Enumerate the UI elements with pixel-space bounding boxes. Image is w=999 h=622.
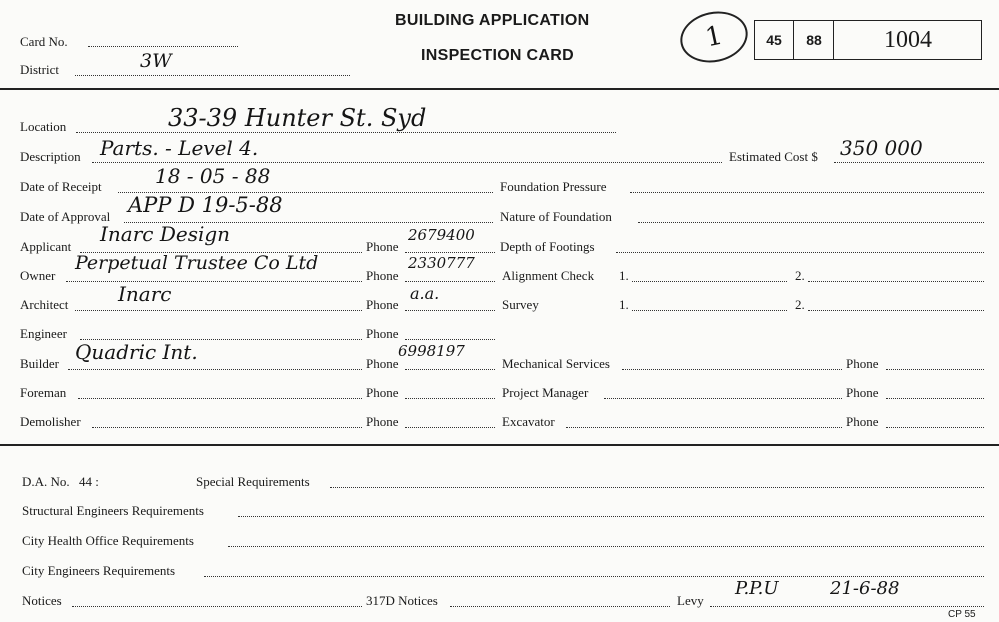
excavator-line: [566, 427, 842, 428]
excavator-phone-label: Phone: [846, 414, 879, 429]
builder-phone-value: 6998197: [398, 342, 465, 360]
owner-value: Perpetual Trustee Co Ltd: [75, 252, 319, 274]
foreman-phone-line: [405, 398, 495, 399]
city-engineers-label: City Engineers Requirements: [22, 563, 176, 578]
alignment-two-label: 2.: [795, 268, 805, 283]
survey-two-label: 2.: [795, 297, 805, 312]
demolisher-label: Demolisher: [20, 414, 81, 429]
excavator-phone-line: [886, 427, 984, 428]
health-label: City Health Office Requirements: [22, 533, 194, 548]
builder-line: [68, 369, 362, 370]
architect-phone-line: [405, 310, 495, 311]
description-label: Description: [20, 149, 81, 164]
applicant-phone-label: Phone: [366, 239, 399, 254]
project-manager-phone-label: Phone: [846, 385, 879, 400]
form-code: CP 55: [948, 609, 976, 620]
alignment-one-line: [632, 281, 787, 282]
date-receipt-value: 18 - 05 - 88: [155, 164, 271, 188]
ref-cell-2: 88: [795, 21, 834, 59]
engineer-phone-line: [405, 339, 495, 340]
survey-two-line: [808, 310, 984, 311]
mechanical-phone-line: [886, 369, 984, 370]
levy-line: [710, 606, 984, 607]
levy-value-1: P.P.U: [735, 578, 779, 599]
notices-317d-line: [450, 606, 670, 607]
date-receipt-label: Date of Receipt: [20, 179, 102, 194]
nature-foundation-line: [638, 222, 984, 223]
notices-317d-label: 317D Notices: [366, 593, 438, 608]
owner-phone-value: 2330777: [408, 254, 475, 272]
architect-value: Inarc: [118, 282, 172, 306]
owner-phone-line: [405, 281, 495, 282]
project-manager-label: Project Manager: [502, 385, 589, 400]
applicant-phone-line: [405, 252, 495, 253]
city-engineers-line: [204, 576, 984, 577]
builder-phone-line: [405, 369, 495, 370]
survey-one-line: [632, 310, 787, 311]
notices-line: [72, 606, 362, 607]
da-no-value: 44 :: [79, 474, 99, 489]
architect-phone-value: a.a.: [410, 284, 440, 303]
alignment-two-line: [808, 281, 984, 282]
architect-label: Architect: [20, 297, 69, 312]
description-value: Parts. - Level 4.: [100, 136, 259, 160]
estimated-cost-value: 350 000: [840, 136, 923, 160]
owner-label: Owner: [20, 268, 56, 283]
top-rule: [0, 88, 999, 90]
location-label: Location: [20, 119, 67, 134]
health-line: [228, 546, 984, 547]
applicant-phone-value: 2679400: [408, 226, 475, 244]
engineer-label: Engineer: [20, 326, 67, 341]
estimated-cost-label: Estimated Cost $: [729, 149, 818, 164]
levy-value-2: 21-6-88: [830, 578, 900, 599]
owner-phone-label: Phone: [366, 268, 399, 283]
title-line2: INSPECTION CARD: [421, 47, 574, 64]
alignment-one-label: 1.: [619, 268, 629, 283]
depth-footings-line: [616, 252, 984, 253]
alignment-check-label: Alignment Check: [502, 268, 595, 283]
depth-footings-label: Depth of Footings: [500, 239, 595, 254]
da-no-label: D.A. No.: [22, 474, 70, 489]
special-requirements-label: Special Requirements: [196, 474, 310, 489]
survey-one-label: 1.: [619, 297, 629, 312]
date-approval-label: Date of Approval: [20, 209, 111, 224]
project-manager-phone-line: [886, 398, 984, 399]
builder-phone-label: Phone: [366, 356, 399, 371]
mechanical-line: [622, 369, 842, 370]
project-manager-line: [604, 398, 842, 399]
ref-cell-3: 1004: [884, 26, 932, 53]
card-no-line: [88, 46, 238, 47]
ref-cell-1: 45: [755, 21, 794, 59]
architect-phone-label: Phone: [366, 297, 399, 312]
district-value: 3W: [140, 50, 172, 72]
excavator-label: Excavator: [502, 414, 555, 429]
mechanical-phone-label: Phone: [846, 356, 879, 371]
reference-box: [754, 20, 982, 60]
foundation-pressure-label: Foundation Pressure: [500, 179, 607, 194]
location-line: [76, 132, 616, 133]
structural-label: Structural Engineers Requirements: [22, 503, 204, 518]
demolisher-line: [92, 427, 362, 428]
demolisher-phone-line: [405, 427, 495, 428]
foreman-line: [78, 398, 362, 399]
district-label: District: [20, 62, 59, 77]
foreman-phone-label: Phone: [366, 385, 399, 400]
notices-label: Notices: [22, 593, 62, 608]
special-requirements-line: [330, 487, 984, 488]
demolisher-phone-label: Phone: [366, 414, 399, 429]
circled-number: 1: [676, 5, 753, 68]
description-line: [92, 162, 722, 163]
foreman-label: Foreman: [20, 385, 67, 400]
builder-value: Quadric Int.: [75, 340, 198, 364]
owner-line: [66, 281, 362, 282]
structural-line: [238, 516, 984, 517]
foundation-pressure-line: [630, 192, 984, 193]
estimated-cost-line: [834, 162, 984, 163]
middle-rule: [0, 444, 999, 446]
card-no-label: Card No.: [20, 34, 68, 49]
survey-label: Survey: [502, 297, 539, 312]
date-approval-value: APP D 19-5-88: [128, 193, 283, 217]
mechanical-label: Mechanical Services: [502, 356, 610, 371]
nature-foundation-label: Nature of Foundation: [500, 209, 612, 224]
levy-label: Levy: [677, 593, 704, 608]
applicant-label: Applicant: [20, 239, 72, 254]
architect-line: [75, 310, 362, 311]
engineer-phone-label: Phone: [366, 326, 399, 341]
builder-label: Builder: [20, 356, 59, 371]
district-line: [75, 75, 350, 76]
location-value: 33-39 Hunter St. Syd: [168, 104, 427, 132]
applicant-value: Inarc Design: [100, 222, 231, 246]
title-line1: BUILDING APPLICATION: [395, 12, 590, 29]
